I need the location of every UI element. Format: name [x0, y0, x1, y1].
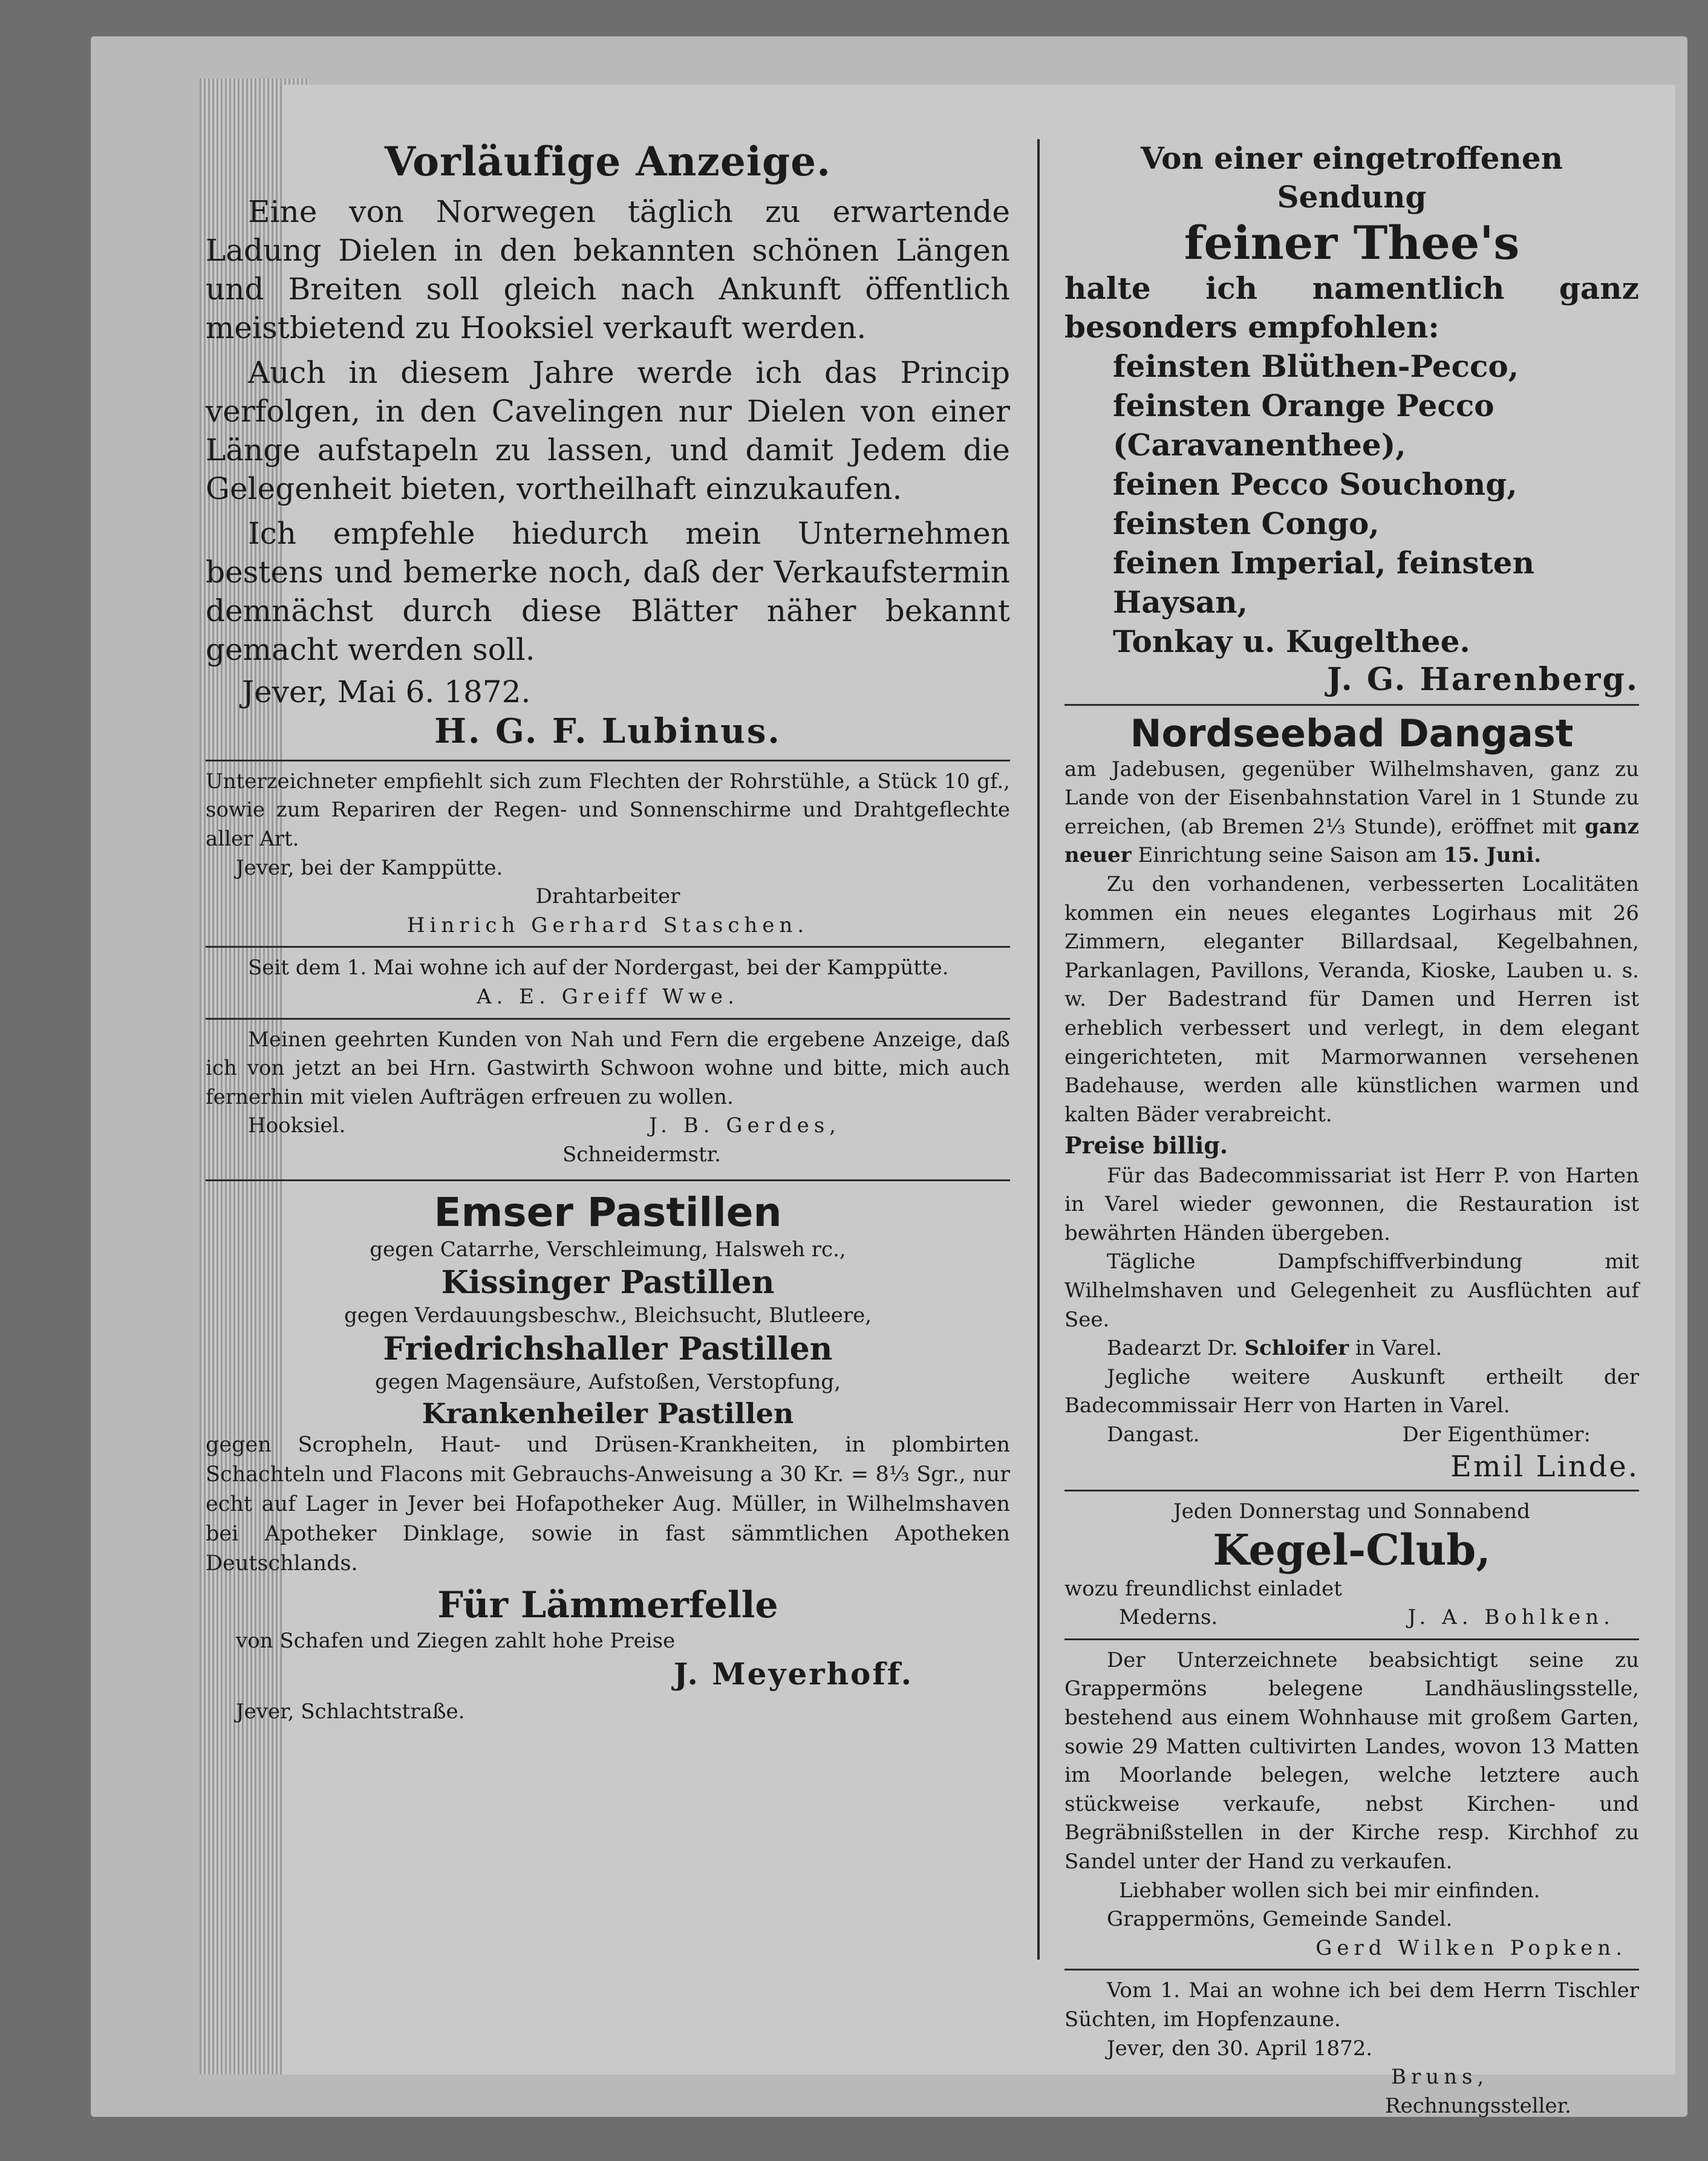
ad-text: von Schafen und Ziegen zahlt hohe Preise — [236, 1629, 676, 1654]
ad-subtitle: gegen Magensäure, Aufstoßen, Verstopfung, — [374, 1370, 841, 1395]
ad-lead: halte ich namentlich ganz besonders empfohlen: — [1064, 270, 1639, 345]
tea-item: feinen Pecco Souchong, — [1113, 466, 1517, 503]
ad-gerdes — [206, 1026, 1010, 1170]
separator — [206, 1179, 1010, 1181]
ad-title: Kissinger Pastillen — [441, 1264, 775, 1302]
ad-text: Meinen geehrten Kunden von Nah und Fern die ergebene Anzeige, daß ich von jetzt an bei Hrn. Gastwirth Schwoon wohne und bitte, mich auch fernerhin mit vielen Aufträgen erfreuen zu wollen. — [206, 1027, 1010, 1109]
tea-item: feinen Imperial, feinsten Haysan, — [1113, 545, 1534, 621]
role: Drahtarbeiter — [535, 884, 680, 909]
ad-intro: Jeden Donnerstag und Sonnabend — [1173, 1499, 1530, 1524]
tea-item: feinsten Blüthen-Pecco, — [1113, 348, 1519, 385]
ad-text: Der Unterzeichnete beabsichtigt seine zu Grappermöns belegene Landhäuslingsstelle, bestehend aus einem Wohnhause mit großem Garten, sowie 29 Matten cultivirten Landes, wovon 13 Matten im Moorlande belegen, welche letztere auch stückweise verkaufe, nebst Kirchen- und Begräbnißstellen in der Kirche resp. Kirchhof zu Sandel unter der Hand zu verkaufen. — [1064, 1648, 1639, 1874]
ad-paragraph: Jegliche weitere Auskunft ertheilt der Badecommissair Herr von Harten in Varel. — [1064, 1364, 1639, 1418]
ad-text: Unterzeichneter empfiehlt sich zum Flechten der Rohrstühle, a Stück 10 gf., sowie zum Repariren der Regen- und Sonnenschirme und Drahtgeflechte aller Art. — [206, 769, 1010, 852]
place: Dangast. — [1107, 1422, 1200, 1447]
ad-paragraph: Tägliche Dampfschiffverbindung mit Wilhelmshaven und Gelegenheit zu Ausflüchten auf See. — [1064, 1250, 1639, 1332]
signature: J. G. Harenberg. — [1327, 661, 1639, 699]
ad-title: Für Lämmerfelle — [437, 1584, 778, 1627]
ad-intro: Von einer eingetroffenen Sendung — [1140, 140, 1563, 215]
ad-title: Kegel-Club, — [1213, 1525, 1491, 1576]
ad-bruns — [1064, 1977, 1639, 2120]
ad-subtitle: gegen Verdauungsbeschw., Bleichsucht, Blutleere, — [344, 1303, 872, 1328]
separator — [206, 760, 1010, 761]
ad-paragraph: Badearzt Dr. Schloifer in Varel. — [1107, 1336, 1442, 1361]
newspaper-page — [206, 85, 1675, 2118]
signature: H. G. F. Lubinus. — [434, 711, 781, 751]
tea-item: Tonkay u. Kugelthee. — [1113, 624, 1470, 660]
ad-paragraph: Auch in diesem Jahre werde ich das Princip verfolgen, in den Cavelingen nur Dielen von einer Länge aufstapeln zu lassen, und damit Jedem die Gelegenheit bieten, vortheilhaft einzukaufen. — [206, 354, 1010, 506]
ad-vorlaeufige-anzeige — [206, 139, 1010, 751]
owner-label: Der Eigenthümer: — [1402, 1422, 1591, 1447]
column-divider — [1037, 139, 1040, 1960]
separator — [206, 946, 1010, 948]
ad-thee — [1064, 139, 1639, 698]
ad-title: Krankenheiler Pastillen — [422, 1397, 794, 1430]
left-column — [206, 139, 1010, 1726]
signature: A. E. Greiff Wwe. — [477, 985, 739, 1009]
separator — [206, 1018, 1010, 1020]
ad-kegel-club — [1064, 1498, 1639, 1632]
ad-title: Nordseebad Dangast — [1130, 711, 1574, 756]
note: Liebhaber wollen sich bei mir einfinden. — [1119, 1878, 1540, 1903]
separator — [1064, 1638, 1639, 1640]
ad-pastillen — [206, 1190, 1010, 1579]
ad-greiff — [206, 954, 1010, 1011]
ad-text: Seit dem 1. Mai wohne ich auf der Nordergast, bei der Kamppütte. — [248, 956, 949, 980]
right-column — [1064, 139, 1639, 2120]
ad-paragraph: Ich empfehle hiedurch mein Unternehmen bestens und bemerke noch, daß der Verkaufstermin demnächst durch diese Blätter näher bekannt gemacht werden soll. — [206, 515, 1010, 667]
place-date: Jever, den 30. April 1872. — [1107, 2036, 1373, 2061]
separator — [1064, 704, 1639, 706]
prices-note: Preise billig. — [1064, 1132, 1228, 1159]
place: Mederns. — [1119, 1605, 1218, 1630]
signature: J. A. Bohlken. — [1407, 1605, 1615, 1630]
ad-title: Friedrichshaller Pastillen — [383, 1331, 833, 1368]
signature: Emil Linde. — [1450, 1449, 1639, 1484]
ad-laemmerfelle — [206, 1583, 1010, 1726]
ad-text: Vom 1. Mai an wohne ich bei dem Herrn Tischler Süchten, im Hopfenzaune. — [1064, 1978, 1639, 2032]
ad-drahtarbeiter — [206, 768, 1010, 940]
ad-subtitle: gegen Catarrhe, Verschleimung, Halsweh rc., — [370, 1237, 846, 1262]
ad-title: feiner Thee's — [1184, 216, 1520, 270]
signature: Hinrich Gerhard Staschen. — [406, 913, 809, 937]
tea-list — [1064, 347, 1639, 661]
signature: Bruns, — [1391, 2065, 1489, 2090]
role: Rechnungssteller. — [1385, 2093, 1571, 2118]
place: Jever, Schlachtstraße. — [236, 1699, 465, 1724]
place: Jever, bei der Kamppütte. — [236, 855, 503, 880]
ad-paragraph: Zu den vorhandenen, verbesserten Localitäten kommen ein neues elegantes Logirhaus mit 26 Zimmern, eleganter Billardsaal, Kegelbahnen, Parkanlagen, Pavillons, Veranda, Kioske, Lauben u. s. w. Der Badestrand für Damen und Herren ist erheblich verbessert und verlegt, in dem elegant eingerichteten, mit Marmorwannen versehenen Badehause, werden alle künstlichen warmen und kalten Bäder verabreicht. — [1064, 872, 1639, 1127]
signature: J. B. Gerdes, — [649, 1113, 841, 1138]
ad-dangast — [1064, 712, 1639, 1483]
ad-title: Vorläufige Anzeige. — [384, 138, 832, 185]
ad-paragraph: Eine von Norwegen täglich zu erwartende Ladung Dielen in den bekannten schönen Längen und Breiten soll gleich nach Ankunft öffentlich meistbietend zu Hooksiel verkauft werden. — [206, 194, 1010, 345]
separator — [1064, 1969, 1639, 1970]
separator — [1064, 1490, 1639, 1491]
role: Schneidermstr. — [562, 1142, 721, 1167]
place-date: Jever, Mai 6. 1872. — [242, 674, 531, 709]
place: Hooksiel. — [248, 1113, 346, 1138]
ad-grappermoens — [1064, 1646, 1639, 1963]
signature: Gerd Wilken Popken. — [1315, 1935, 1627, 1960]
signature: J. Meyerhoff. — [673, 1655, 913, 1692]
tea-item: feinsten Congo, — [1113, 506, 1380, 542]
ad-title: Emser Pastillen — [434, 1188, 782, 1236]
ad-paragraph: am Jadebusen, gegenüber Wilhelmshaven, ganz zu Lande von der Eisenbahnstation Varel in 1 Stunde zu erreichen, (ab Bremen 2⅓ Stunde), eröffnet mit ganz neuer Einrichtung seine Saison am 15. Juni. — [1064, 757, 1639, 868]
ad-paragraph: Für das Badecommissariat ist Herr P. von Harten in Varel wieder gewonnen, die Restauration ist bewährten Händen übergeben. — [1064, 1163, 1639, 1245]
place: Grappermöns, Gemeinde Sandel. — [1107, 1907, 1453, 1932]
tea-item: feinsten Orange Pecco (Caravanenthee), — [1113, 388, 1494, 463]
ad-text: gegen Scropheln, Haut- und Drüsen-Krankheiten, in plombirten Schachteln und Flacons mit Gebrauchs-Anweisung a 30 Kr. = 8⅓ Sgr., nur echt auf Lager in Jever bei Hofapotheker Aug. Müller, in Wilhelmshaven bei Apotheker Dinklage, sowie in fast sämmtlichen Apotheken Deutschlands. — [206, 1433, 1010, 1576]
ad-text: wozu freundlichst einladet — [1064, 1576, 1342, 1601]
